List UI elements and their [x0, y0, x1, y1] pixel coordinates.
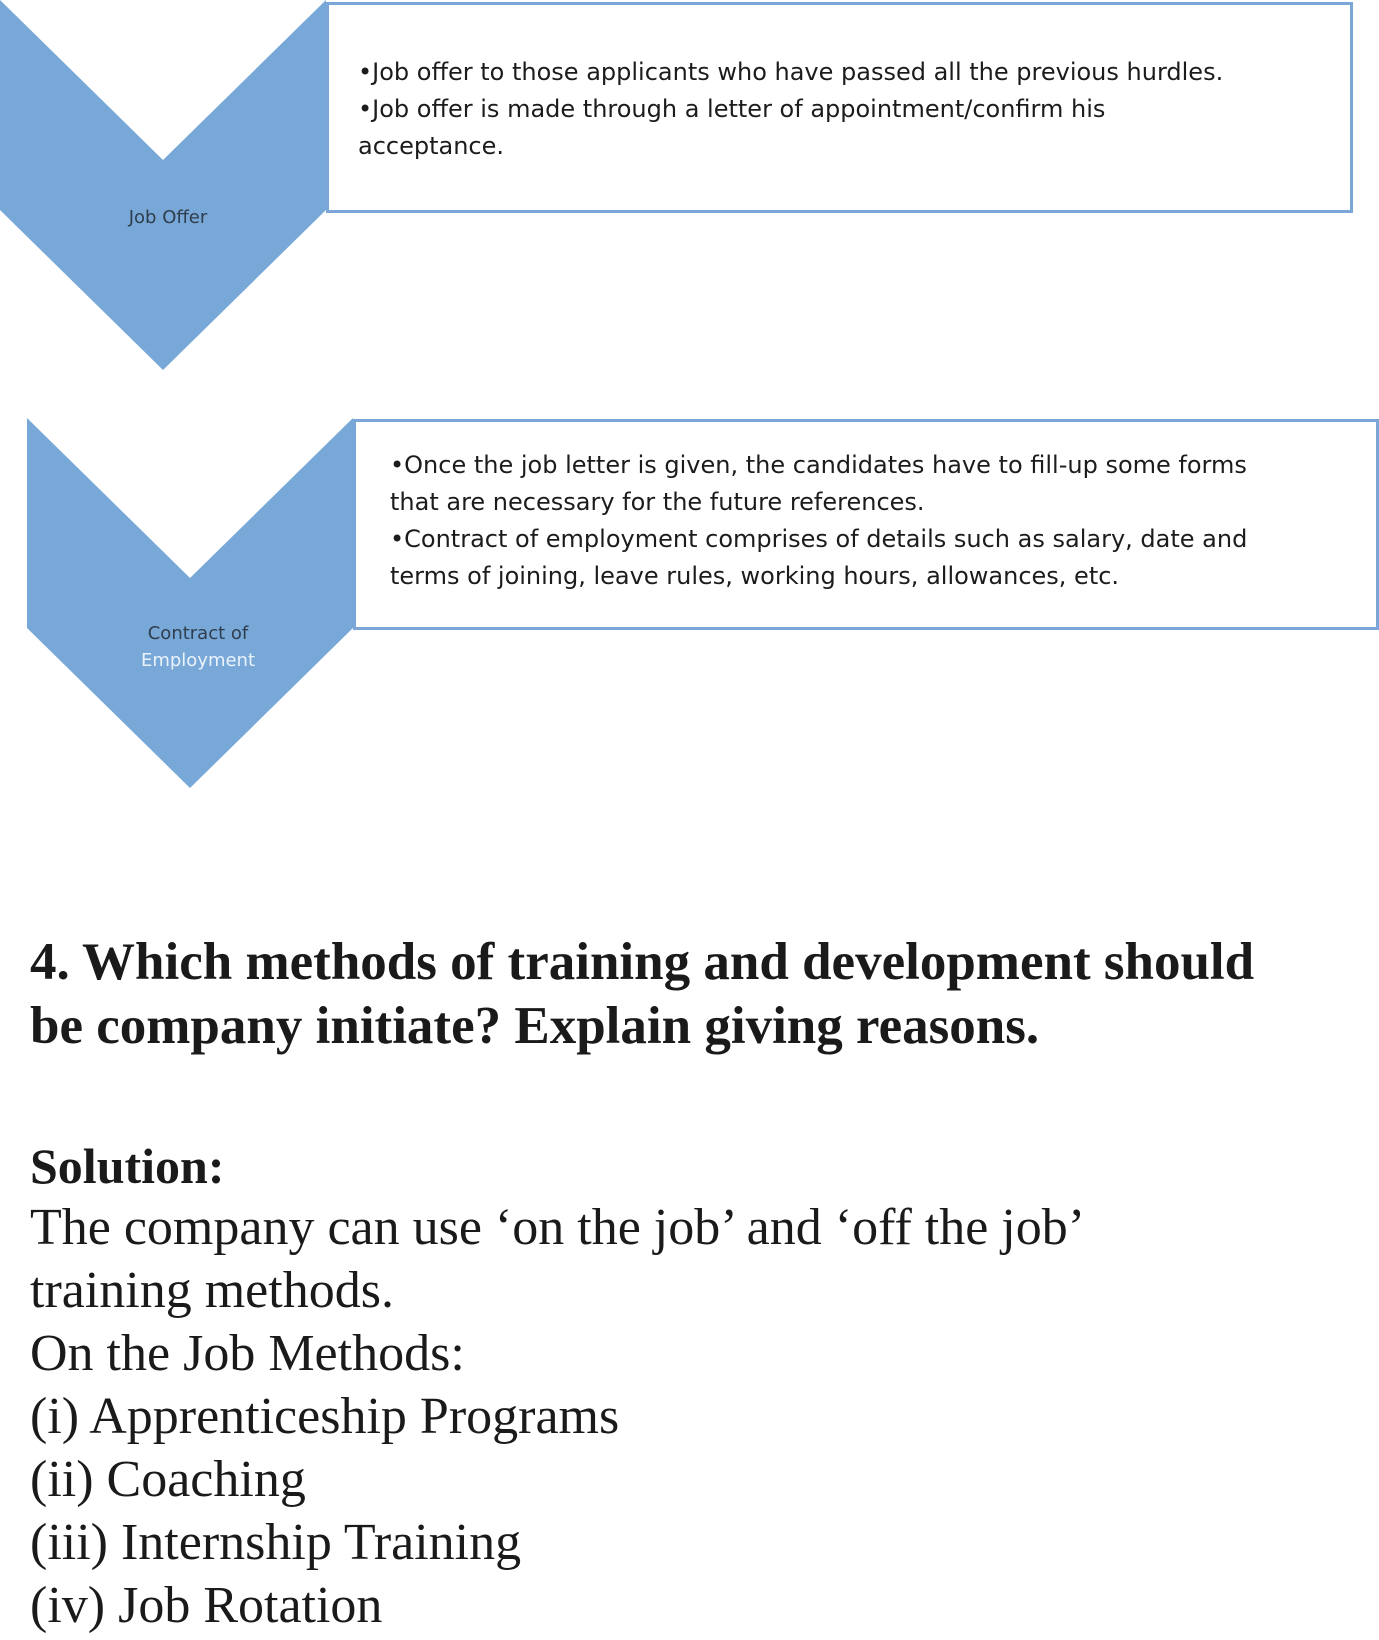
contract-bullets: [390, 447, 1375, 595]
method-internship: (iii) Internship Training: [30, 1514, 522, 1571]
solution-heading: Solution:: [30, 1138, 225, 1194]
method-coaching: (ii) Coaching: [30, 1451, 306, 1508]
contract-of-employment-chevron: [27, 418, 367, 788]
job-offer-chevron: [0, 0, 340, 370]
method-job-rotation: (iv) Job Rotation: [30, 1577, 383, 1634]
job-offer-bullet-2-cont: acceptance.: [358, 132, 505, 160]
contract-bullet-2: •Contract of employment comprises of details such as salary, date and: [390, 525, 1248, 553]
contract-bullet-1-cont: that are necessary for the future references.: [390, 488, 925, 516]
question-heading: [30, 930, 1350, 1058]
contract-bullet-2-cont: terms of joining, leave rules, working hours, allowances, etc.: [390, 562, 1120, 590]
contract-label-line-2: Employment: [140, 650, 256, 671]
question-line-2: be company initiate? Explain giving reasons.: [30, 997, 1040, 1055]
contract-bullet-1: •Once the job letter is given, the candidates have to fill-up some forms: [390, 451, 1247, 479]
job-offer-bullet-1: •Job offer to those applicants who have passed all the previous hurdles.: [358, 58, 1224, 86]
question-line-1: 4. Which methods of training and development should: [30, 933, 1255, 991]
job-offer-label: Job Offer: [128, 207, 208, 228]
on-the-job-methods-heading: On the Job Methods:: [30, 1325, 465, 1382]
job-offer-bullets: [358, 54, 1348, 165]
solution-body: [30, 1196, 1330, 1637]
solution-line-intro-cont: training methods.: [30, 1262, 394, 1319]
solution-line-intro: The company can use ‘on the job’ and ‘off the job’: [30, 1199, 1086, 1256]
job-offer-bullet-2: •Job offer is made through a letter of appointment/confirm his: [358, 95, 1106, 123]
contract-label-line-1: Contract of: [147, 623, 249, 644]
method-apprenticeship: (i) Apprenticeship Programs: [30, 1388, 620, 1445]
